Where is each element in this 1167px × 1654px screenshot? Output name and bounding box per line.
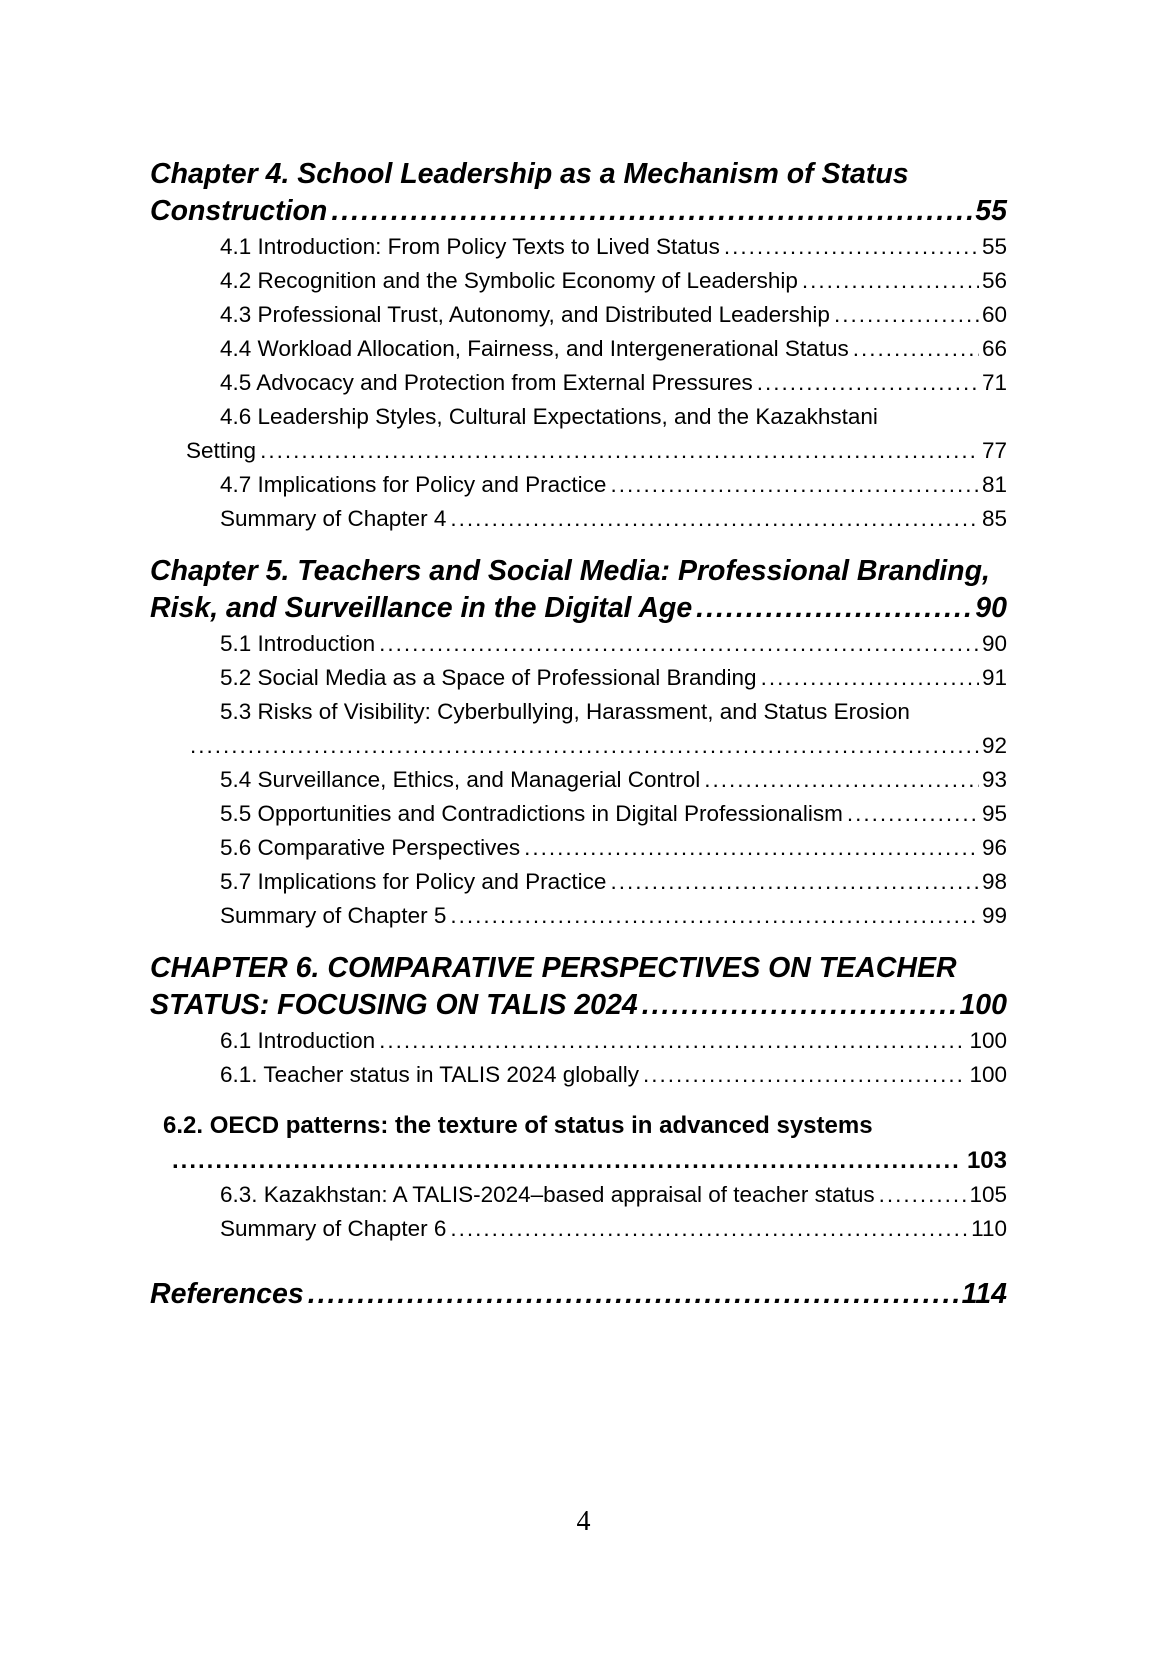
toc-entry-title: Risk, and Surveillance in the Digital Age — [150, 592, 693, 624]
toc-entry-page-number: 77 — [981, 438, 1007, 463]
toc-entry-leader-row — [150, 434, 1007, 468]
toc-entry-leader-row — [150, 193, 1007, 230]
toc-entry — [150, 797, 1007, 831]
dot-leader — [757, 366, 979, 400]
toc-entry-leader-row — [150, 797, 1007, 831]
toc-entry-page-number: 100 — [959, 989, 1007, 1021]
toc-entry-title: 6.1. Teacher status in TALIS 2024 globally — [220, 1062, 640, 1087]
toc-entry — [150, 831, 1007, 865]
dot-leader — [190, 729, 979, 763]
toc-entry-title: 4.4 Workload Allocation, Fairness, and Intergenerational Status — [220, 336, 849, 361]
toc-entry-title: 5.1 Introduction — [220, 631, 376, 656]
page-number-footer: 4 — [576, 1506, 591, 1537]
toc-entry-title: Construction — [150, 195, 328, 227]
toc-entry — [150, 230, 1007, 264]
toc-entry-page-number: 114 — [961, 1278, 1007, 1310]
toc-entry-page-number: 56 — [981, 268, 1007, 293]
toc-entry-page-number: 96 — [981, 835, 1007, 860]
toc-entry-page-number: 60 — [981, 302, 1007, 327]
dot-leader — [260, 434, 979, 468]
toc-entry-text-line: 4.6 Leadership Styles, Cultural Expectations, and the Kazakhstani — [220, 404, 878, 429]
dot-leader — [834, 298, 979, 332]
toc-entry-leader-row — [150, 1212, 1007, 1246]
toc-entry-text-line: CHAPTER 6. COMPARATIVE PERSPECTIVES ON TEACHER — [150, 952, 957, 984]
toc-entry-leader-row — [150, 729, 1007, 763]
toc-entry — [150, 1178, 1007, 1212]
toc-entry-page-number: 92 — [981, 733, 1007, 758]
toc-entry — [150, 502, 1007, 536]
toc-entry — [150, 661, 1007, 695]
toc-entry-leader-row — [150, 627, 1007, 661]
dot-leader — [853, 332, 979, 366]
toc-entry — [150, 899, 1007, 933]
toc-entry-page-number: 98 — [981, 869, 1007, 894]
toc-entry-text-line: Chapter 5. Teachers and Social Media: Professional Branding, — [150, 555, 990, 587]
toc-entry — [150, 1276, 1007, 1313]
toc-entry-leader-row — [150, 899, 1007, 933]
dot-leader — [802, 264, 979, 298]
toc-entry-leader-row — [150, 230, 1007, 264]
dot-leader — [879, 1178, 967, 1212]
toc-entry-leader-row — [150, 502, 1007, 536]
dot-leader — [524, 831, 979, 865]
toc-entry-leader-row — [150, 831, 1007, 865]
toc-entry-leader-row — [150, 366, 1007, 400]
dot-leader — [761, 661, 979, 695]
toc-entry-page-number: 71 — [981, 370, 1007, 395]
toc-entry-leader-row — [150, 763, 1007, 797]
toc-entry — [150, 1024, 1007, 1058]
toc-entry-title: Setting — [186, 438, 257, 463]
toc-entry-text-line: 6.2. OECD patterns: the texture of status in advanced systems — [163, 1112, 873, 1139]
toc-entry-leader-row — [150, 1276, 1007, 1313]
dot-leader — [642, 987, 957, 1024]
toc-entry-page-number: 93 — [981, 767, 1007, 792]
dot-leader — [847, 797, 979, 831]
dot-leader — [610, 468, 979, 502]
dot-leader — [610, 865, 979, 899]
toc-entry-page-number: 100 — [969, 1028, 1007, 1053]
dot-leader — [696, 590, 972, 627]
toc-entry-title: References — [150, 1278, 304, 1310]
toc-entry — [150, 865, 1007, 899]
dot-leader — [379, 627, 979, 661]
toc-entry — [150, 156, 1007, 230]
toc-entry-text-line: 5.3 Risks of Visibility: Cyberbullying, Harassment, and Status Erosion — [220, 699, 910, 724]
toc-entry — [150, 400, 1007, 468]
toc-entry-title: Summary of Chapter 4 — [220, 506, 447, 531]
toc-entry-page-number: 81 — [981, 472, 1007, 497]
toc-entry-title: 4.5 Advocacy and Protection from External Pressures — [220, 370, 753, 395]
toc-entry-page-number: 55 — [981, 234, 1007, 259]
toc-entry-leader-row — [150, 468, 1007, 502]
toc-entry-page-number: 90 — [975, 592, 1007, 624]
dot-leader — [172, 1143, 958, 1178]
toc-entry — [150, 763, 1007, 797]
toc-entry-title: 4.1 Introduction: From Policy Texts to Lived Status — [220, 234, 720, 259]
toc-entry-page-number: 99 — [981, 903, 1007, 928]
toc-entry-page-number: 95 — [981, 801, 1007, 826]
toc-entry-page-number: 90 — [981, 631, 1007, 656]
toc-entry-page-number: 55 — [975, 195, 1007, 227]
toc-entry-title: 5.6 Comparative Perspectives — [220, 835, 521, 860]
toc-entry-title: 6.1 Introduction — [220, 1028, 376, 1053]
dot-leader — [450, 1212, 968, 1246]
toc-entry-page-number: 110 — [971, 1216, 1007, 1241]
toc-entry — [150, 553, 1007, 627]
toc-entry-page-number: 100 — [969, 1062, 1007, 1087]
toc-entry — [150, 468, 1007, 502]
toc-entry-leader-row — [150, 865, 1007, 899]
toc-entry — [150, 1058, 1007, 1092]
toc-entry — [150, 366, 1007, 400]
dot-leader — [379, 1024, 966, 1058]
toc-entry — [150, 695, 1007, 763]
toc-entry — [150, 950, 1007, 1024]
toc-entry-page-number: 103 — [966, 1147, 1007, 1174]
toc-entry-leader-row — [150, 1058, 1007, 1092]
toc-entry-leader-row — [150, 661, 1007, 695]
toc-entry-title: 5.4 Surveillance, Ethics, and Managerial Control — [220, 767, 701, 792]
toc-entry — [150, 264, 1007, 298]
toc-entry-title: Summary of Chapter 6 — [220, 1216, 447, 1241]
dot-leader — [450, 502, 979, 536]
toc-entry-page-number: 91 — [981, 665, 1007, 690]
toc-entry-leader-row — [150, 298, 1007, 332]
toc-entry — [150, 1212, 1007, 1246]
toc-entry-leader-row — [150, 1143, 1007, 1178]
toc-entry-title: 4.7 Implications for Policy and Practice — [220, 472, 607, 497]
toc-entry-text-line: Chapter 4. School Leadership as a Mechanism of Status — [150, 158, 909, 190]
dot-leader — [450, 899, 979, 933]
toc-entry-title: 6.3. Kazakhstan: A TALIS-2024–based appraisal of teacher status — [220, 1182, 875, 1207]
toc-entry-title: 4.3 Professional Trust, Autonomy, and Distributed Leadership — [220, 302, 830, 327]
table-of-contents — [150, 156, 1007, 1313]
toc-entry-title: 4.2 Recognition and the Symbolic Economy of Leadership — [220, 268, 798, 293]
toc-entry-page-number: 85 — [981, 506, 1007, 531]
toc-entry-leader-row — [150, 1178, 1007, 1212]
toc-entry-title: 5.2 Social Media as a Space of Professional Branding — [220, 665, 757, 690]
toc-entry-title: STATUS: FOCUSING ON TALIS 2024 — [150, 989, 638, 1021]
toc-entry-leader-row — [150, 987, 1007, 1024]
toc-entry-page-number: 105 — [969, 1182, 1007, 1207]
toc-entry-title: 5.7 Implications for Policy and Practice — [220, 869, 607, 894]
toc-entry-title: 5.5 Opportunities and Contradictions in Digital Professionalism — [220, 801, 843, 826]
toc-entry — [150, 627, 1007, 661]
toc-entry-leader-row — [150, 1024, 1007, 1058]
toc-entry-leader-row — [150, 264, 1007, 298]
toc-entry-leader-row — [150, 590, 1007, 627]
dot-leader — [308, 1276, 959, 1313]
toc-entry — [150, 1108, 1007, 1178]
toc-entry — [150, 332, 1007, 366]
toc-entry-page-number: 66 — [981, 336, 1007, 361]
toc-entry-title: Summary of Chapter 5 — [220, 903, 447, 928]
dot-leader — [704, 763, 979, 797]
toc-entry-leader-row — [150, 332, 1007, 366]
dot-leader — [331, 193, 972, 230]
toc-entry — [150, 298, 1007, 332]
dot-leader — [643, 1058, 966, 1092]
dot-leader — [724, 230, 979, 264]
